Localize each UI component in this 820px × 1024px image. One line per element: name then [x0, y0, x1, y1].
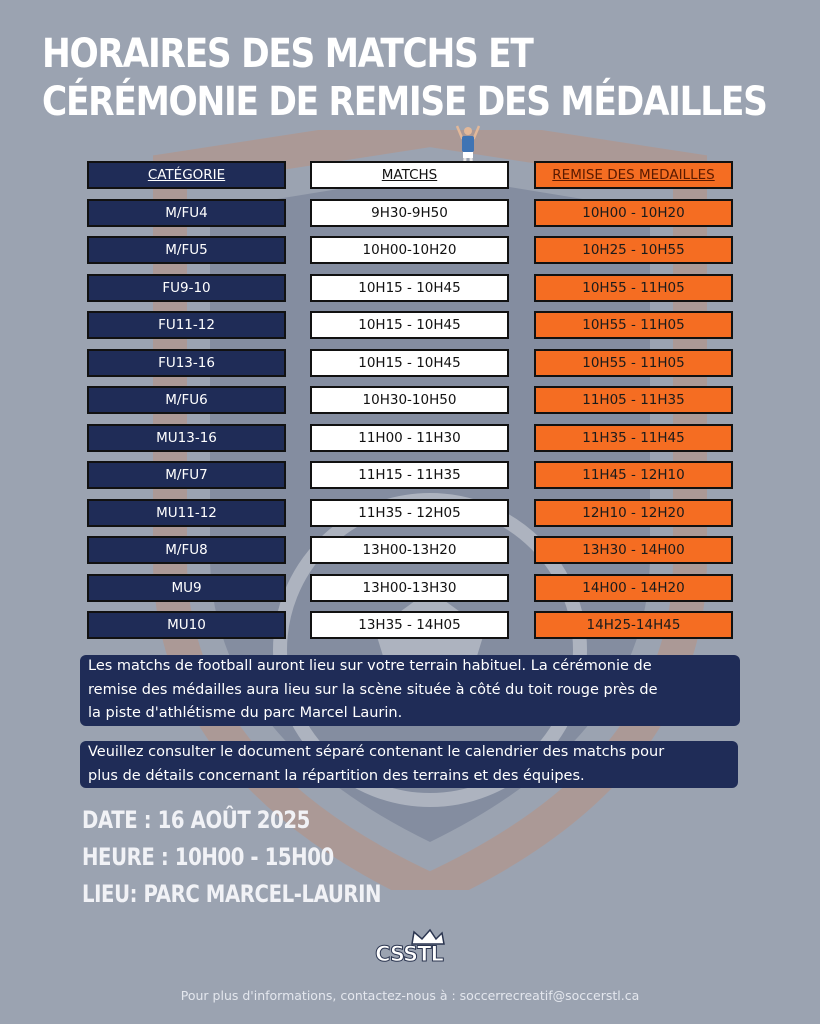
medals-cell: 10H55 - 11H05 — [534, 311, 733, 339]
title-line-1: HORAIRES DES MATCHS ET — [42, 31, 533, 77]
medals-cell: 11H35 - 11H45 — [534, 424, 733, 452]
matches-cell: 10H30-10H50 — [310, 386, 509, 414]
info-note-line: plus de détails concernant la répartition des terrains et des équipes. — [88, 767, 585, 784]
matches-cell: 11H15 - 11H35 — [310, 461, 509, 489]
medals-cell: 10H55 - 11H05 — [534, 274, 733, 302]
header-medals: REMISE DES MEDAILLES — [534, 161, 733, 189]
category-cell: M/FU8 — [87, 536, 286, 564]
matches-cell: 11H35 - 12H05 — [310, 499, 509, 527]
info-note-schedule — [80, 741, 738, 788]
header-matches: MATCHS — [310, 161, 509, 189]
medals-cell: 12H10 - 12H20 — [534, 499, 733, 527]
info-note-line: Veuillez consulter le document séparé contenant le calendrier des matchs pour — [88, 744, 665, 760]
matches-cell: 13H35 - 14H05 — [310, 611, 509, 639]
medals-cell: 10H00 - 10H20 — [534, 199, 733, 227]
matches-cell: 9H30-9H50 — [310, 199, 509, 227]
event-time: HEURE : 10H00 - 15H00 — [82, 843, 334, 871]
category-cell: FU9-10 — [87, 274, 286, 302]
event-place: LIEU: PARC MARCEL-LAURIN — [82, 880, 382, 908]
matches-cell: 13H00-13H30 — [310, 574, 509, 602]
matches-cell: 13H00-13H20 — [310, 536, 509, 564]
category-cell: MU13-16 — [87, 424, 286, 452]
medals-cell: 10H25 - 10H55 — [534, 236, 733, 264]
category-cell: M/FU7 — [87, 461, 286, 489]
medals-cell: 11H05 - 11H35 — [534, 386, 733, 414]
matches-cell: 11H00 - 11H30 — [310, 424, 509, 452]
matches-cell: 10H15 - 10H45 — [310, 349, 509, 377]
medals-cell: 13H30 - 14H00 — [534, 536, 733, 564]
matches-cell: 10H00-10H20 — [310, 236, 509, 264]
category-cell: M/FU5 — [87, 236, 286, 264]
matches-cell: 10H15 - 10H45 — [310, 311, 509, 339]
logo-text: CSSTL — [375, 942, 443, 966]
title-line-2: CÉRÉMONIE DE REMISE DES MÉDAILLES — [42, 79, 767, 125]
category-cell: MU11-12 — [87, 499, 286, 527]
header-category: CATÉGORIE — [87, 161, 286, 189]
category-cell: M/FU4 — [87, 199, 286, 227]
medals-cell: 14H00 - 14H20 — [534, 574, 733, 602]
page-title — [42, 30, 767, 126]
category-cell: M/FU6 — [87, 386, 286, 414]
info-note-line: la piste d'athlétisme du parc Marcel Laurin. — [88, 705, 403, 721]
info-note-line: Les matchs de football auront lieu sur votre terrain habituel. La cérémonie de — [88, 658, 652, 674]
category-cell: FU13-16 — [87, 349, 286, 377]
csstl-logo — [372, 928, 446, 970]
matches-cell: 10H15 - 10H45 — [310, 274, 509, 302]
event-date: DATE : 16 AOÛT 2025 — [82, 806, 310, 834]
medals-cell: 14H25-14H45 — [534, 611, 733, 639]
footer-contact: Pour plus d'informations, contactez-nous à : soccerrecreatif@soccerstl.ca — [180, 988, 640, 1003]
info-note-location — [80, 655, 740, 726]
medals-cell: 10H55 - 11H05 — [534, 349, 733, 377]
category-cell: MU9 — [87, 574, 286, 602]
medals-cell: 11H45 - 12H10 — [534, 461, 733, 489]
category-cell: MU10 — [87, 611, 286, 639]
info-note-line: remise des médailles aura lieu sur la scène située à côté du toit rouge près de — [88, 681, 658, 698]
category-cell: FU11-12 — [87, 311, 286, 339]
